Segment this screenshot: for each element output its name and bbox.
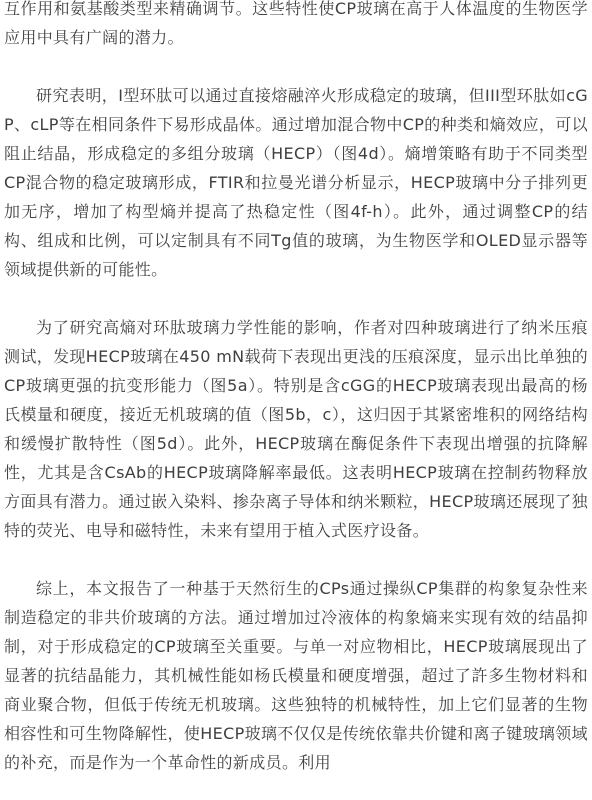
paragraph-continued-intro: 互作用和氨基酸类型来精确调节。这些特性使CP玻璃在高于人体温度的生物医学应用中具有广阔的潜力。 <box>4 0 588 47</box>
paragraph-spacer <box>4 284 588 313</box>
article-body <box>4 0 588 777</box>
paragraph-cp-glass-formation: 研究表明，I型环肽可以通过直接熔融淬火形成稳定的玻璃，但III型环肽如cGP、cLP等在相同条件下易形成晶体。通过增加混合物中CP的种类和熵效应，可以阻止结晶，形成稳定的多组分玻璃（HECP）（图4d）。熵增策略有助于不同类型CP混合物的稳定玻璃形成，FTIR和拉曼光谱分析显示，HECP玻璃中分子排列更加无序，增加了构型熵并提高了热稳定性（图4f-h）。此外，通过调整CP的结构、组成和比例，可以定制具有不同Tg值的玻璃，为生物医学和OLED显示器等领域提供新的可能性。 <box>4 86 588 279</box>
paragraph-spacer <box>4 52 588 81</box>
paragraph-spacer <box>4 545 588 574</box>
paragraph-mechanical-properties: 为了研究高熵对环肽玻璃力学性能的影响，作者对四种玻璃进行了纳米压痕测试，发现HECP玻璃在450 mN载荷下表现出更浅的压痕深度，显示出比单独的CP玻璃更强的抗变形能力（图5a）。特别是含cGG的HECP玻璃表现出最高的杨氏模量和硬度，接近无机玻璃的值（图5b，c），这归因于其紧密堆积的网络结构和缓慢扩散特性（图5d）。此外，HECP玻璃在酶促条件下表现出增强的抗降解性，尤其是含CsAb的HECP玻璃降解率最低。这表明HECP玻璃在控制药物释放方面具有潜力。通过嵌入染料、掺杂离子导体和纳米颗粒，HECP玻璃还展现了独特的荧光、电导和磁特性，未来有望用于植入式医疗设备。 <box>4 318 588 540</box>
paragraph-conclusion: 综上，本文报告了一种基于天然衍生的CPs通过操纵CP集群的构象复杂性来制造稳定的非共价玻璃的方法。通过增加过冷液体的构象熵来实现有效的结晶抑制，对于形成稳定的CP玻璃至关重要。与单一对应物相比，HECP玻璃展现出了显著的抗结晶能力，其机械性能如杨氏模量和硬度增强，超过了許多生物材料和商业聚合物，但低于传统无机玻璃。这些独特的机械特性，加上它们显著的生物相容性和可生物降解性，使HECP玻璃不仅仅是传统依靠共价键和离子键玻璃领域的补充，而是作为一个革命性的新成员。利用 <box>4 579 588 772</box>
